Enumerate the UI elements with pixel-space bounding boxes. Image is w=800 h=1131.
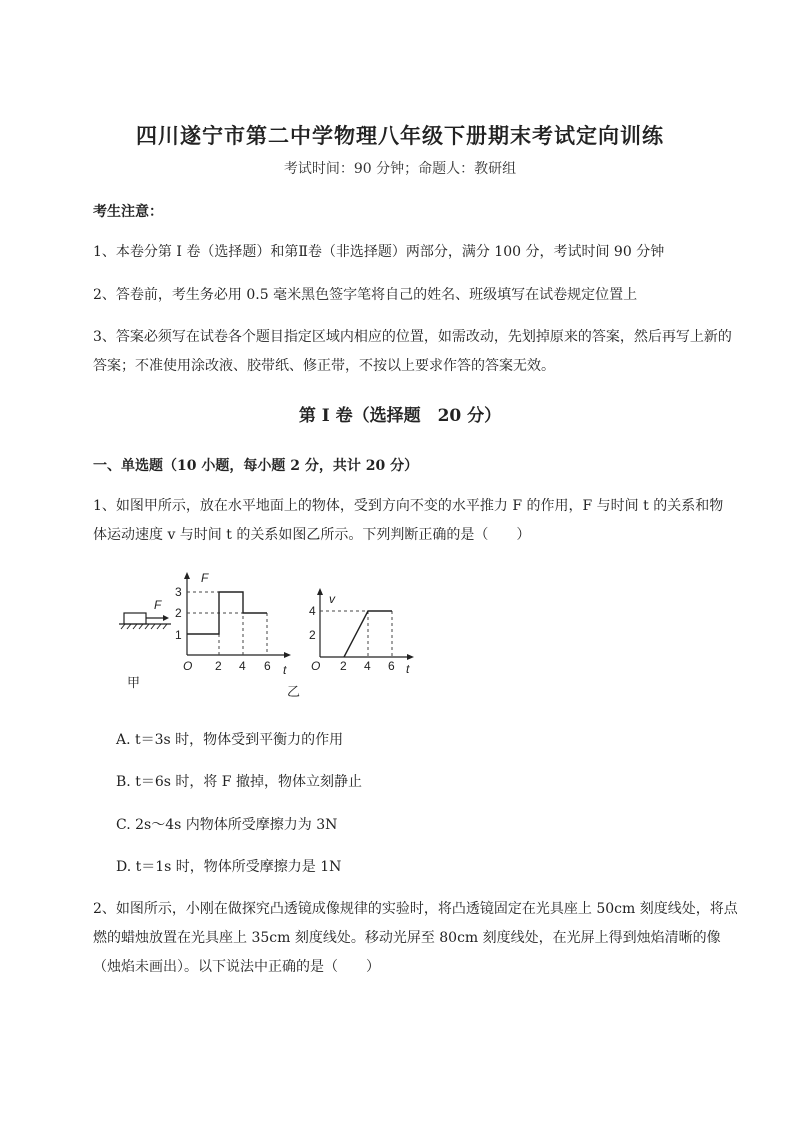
force-label: F <box>154 598 162 612</box>
section-title: 第 I 卷（选择题 20 分） <box>298 406 502 426</box>
f-t-axis-label: t <box>283 663 287 677</box>
part-heading: 一、单选题（10 小题，每小题 2 分，共计 20 分） <box>93 458 419 474</box>
f-t-graph <box>175 571 291 677</box>
f-t-tick-4: 4 <box>239 659 246 673</box>
v-t-tick-2: 2 <box>340 659 347 673</box>
page-title: 四川遂宁市第二中学物理八年级下册期末考试定向训练 <box>136 123 664 148</box>
notice-item-2: 2、答卷前，考生务必用 0.5 毫米黑色签字笔将自己的姓名、班级填写在试卷规定位置上 <box>93 287 638 303</box>
block-diagram <box>119 598 171 690</box>
f-t-tick-2: 2 <box>215 659 222 673</box>
v-t-graph <box>309 588 414 676</box>
notice-heading: 考生注意： <box>93 204 163 220</box>
notice-item-3: 3、答案必须写在试卷各个题目指定区域内相应的位置，如需改动，先划掉原来的答案，然后再写上新的答案；不准使用涂改液、胶带纸、修正带，不按以上要求作答的答案无效。 <box>93 329 732 374</box>
f-origin-label: O <box>183 659 193 673</box>
v-tick-4: 4 <box>309 604 316 618</box>
v-origin-label: O <box>311 659 321 673</box>
question-1-option-a[interactable]: A. t＝3s 时，物体受到平衡力的作用 <box>116 732 344 748</box>
f-tick-2: 2 <box>175 606 182 620</box>
question-1-figure <box>115 568 425 703</box>
v-t-tick-4: 4 <box>364 659 371 673</box>
exam-info: 考试时间：90 分钟；命题人：教研组 <box>283 161 517 177</box>
v-tick-2: 2 <box>309 628 316 642</box>
question-1-option-b[interactable]: B. t＝6s 时，将 F 撤掉，物体立刻静止 <box>116 774 362 790</box>
notice-item-1: 1、本卷分第 I 卷（选择题）和第Ⅱ卷（非选择题）两部分，满分 100 分，考试时间 90 分钟 <box>93 244 665 260</box>
question-2-text: 2、如图所示，小刚在做探究凸透镜成像规律的实验时，将凸透镜固定在光具座上 50cm 刻度线处，将点燃的蜡烛放置在光具座上 35cm 刻度线处。移动光屏至 80cm 刻度线处，在光屏上得到烛焰清晰的像（烛焰未画出）。以下说法中正确的是（ ） <box>93 901 738 975</box>
block-icon <box>124 613 146 624</box>
figure-label-yi: 乙 <box>287 684 301 699</box>
f-tick-3: 3 <box>175 585 182 599</box>
figure-label-jia: 甲 <box>127 675 141 690</box>
f-t-tick-6: 6 <box>264 659 271 673</box>
question-1-option-c[interactable]: C. 2s～4s 内物体所受摩擦力为 3N <box>116 817 338 833</box>
v-t-axis-label: t <box>406 662 410 676</box>
v-axis-label: v <box>329 592 335 606</box>
question-1-option-d[interactable]: D. t＝1s 时，物体所受摩擦力是 1N <box>116 859 342 875</box>
question-1-text: 1、如图甲所示，放在水平地面上的物体，受到方向不变的水平推力 F 的作用，F 与时间 t 的关系和物体运动速度 v 与时间 t 的关系如图乙所示。下列判断正确的是（ ） <box>93 498 724 543</box>
f-axis-label: F <box>201 571 209 585</box>
f-tick-1: 1 <box>175 628 182 642</box>
v-t-tick-6: 6 <box>388 659 395 673</box>
